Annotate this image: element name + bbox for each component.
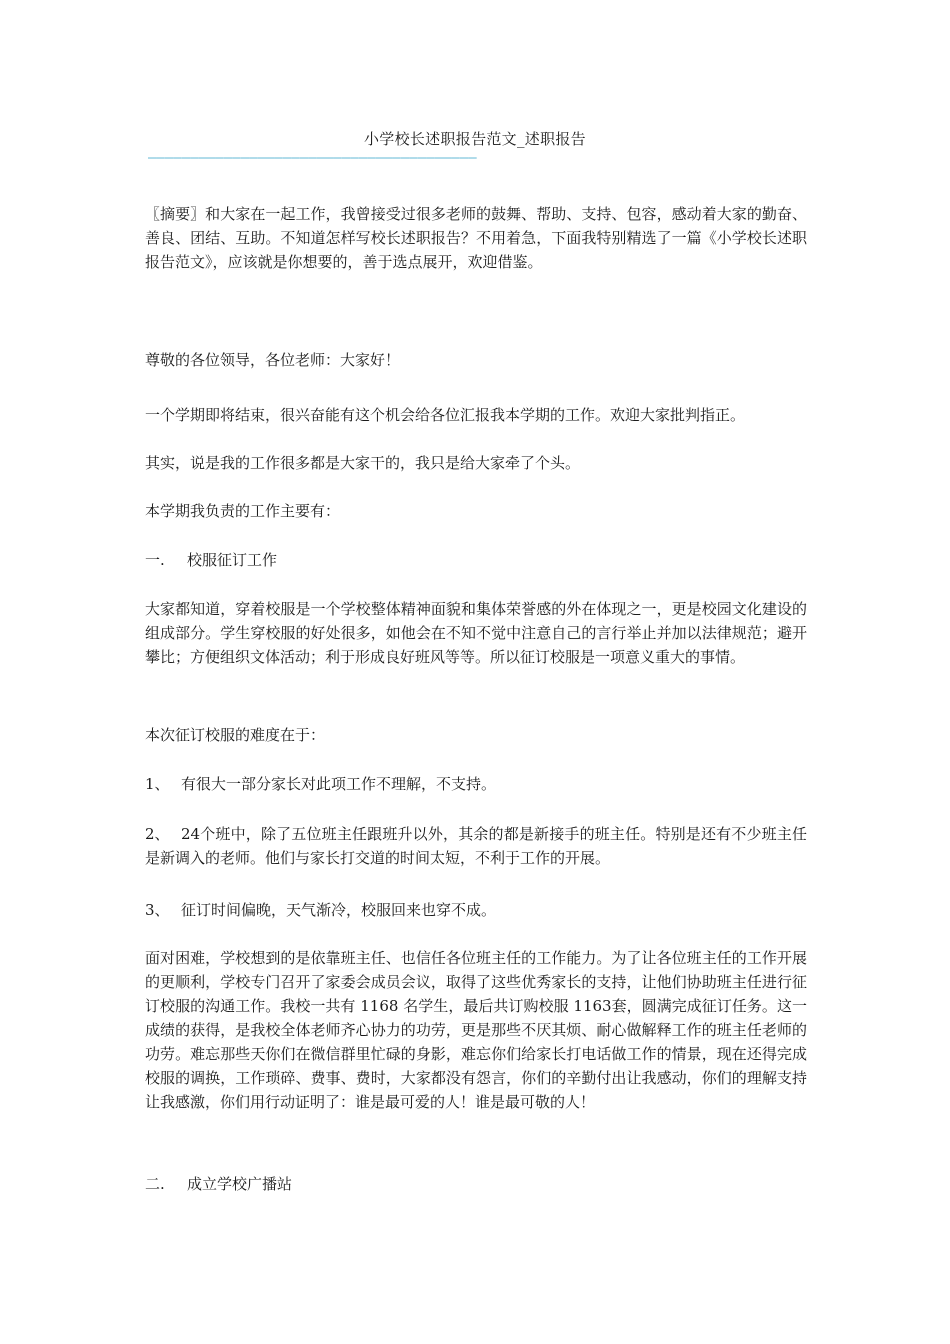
paragraph: 面对困难，学校想到的是依靠班主任、也信任各位班主任的工作能力。为了让各位班主任的工作开展的更顺利，学校专门召开了家委会成员会议，取得了这些优秀家长的支持，让他们协助班主任进行征订校服的沟通工作。我校一共有 1168 名学生，最后共订购校服 1163套，圆满完成征订任务。这一成绩的获得，是我校全体老师齐心协力的功劳，更是那些不厌其烦、耐心做解释工作的班主任老师的功劳。难忘那些天你们在微信群里忙碌的身影，难忘你们给家长打电话做工作的情景，现在还得完成校服的调换，工作琐碎、费事、费时，大家都没有怨言，你们的辛勤付出让我感动，你们的理解支持让我感激，你们用行动证明了：谁是最可爱的人！谁是最可敬的人！ <box>145 949 807 1111</box>
list-number: 3、 <box>145 901 170 919</box>
section-heading <box>145 1172 807 1196</box>
paragraph: 一个学期即将结束，很兴奋能有这个机会给各位汇报我本学期的工作。欢迎大家批判指正。 <box>145 406 746 424</box>
abstract-paragraph: 〖摘要〗和大家在一起工作，我曾接受过很多老师的鼓舞、帮助、支持、包容，感动着大家的勤奋、善良、团结、互助。不知道怎样写校长述职报告？不用着急，下面我特别精选了一篇《小学校长述职报告范文》，应该就是你想要的，善于选点展开，欢迎借鉴。 <box>145 205 807 271</box>
list-text: 征订时间偏晚，天气渐冷，校服回来也穿不成。 <box>181 901 497 919</box>
document-title: 小学校长述职报告范文_述职报告 <box>363 130 586 148</box>
list-text: 24个班中，除了五位班主任跟班升以外，其余的都是新接手的班主任。特别是还有不少班主任是新调入的老师。他们与家长打交道的时间太短，不利于工作的开展。 <box>145 825 807 867</box>
section-title: 成立学校广播站 <box>187 1175 293 1193</box>
list-text: 有很大一部分家长对此项工作不理解，不支持。 <box>181 775 497 793</box>
section-title: 校服征订工作 <box>187 551 278 569</box>
list-number: 1、 <box>145 775 170 793</box>
list-item <box>145 898 807 922</box>
list-number: 2、 <box>145 825 170 843</box>
section-number: 二. <box>145 1175 165 1193</box>
section-heading <box>145 548 807 572</box>
paragraph: 大家都知道，穿着校服是一个学校整体精神面貌和集体荣誉感的外在体现之一，更是校园文化建设的组成部分。学生穿校服的好处很多，如他会在不知不觉中注意自己的言行举止并加以法律规范；避开攀比；方便组织文体活动；利于形成良好班风等等。所以征订校服是一项意义重大的事情。 <box>145 600 807 666</box>
list-item <box>145 822 807 870</box>
paragraph: 其实，说是我的工作很多都是大家干的，我只是给大家牵了个头。 <box>145 454 581 472</box>
paragraph: 本学期我负责的工作主要有： <box>145 502 341 520</box>
paragraph: 本次征订校服的难度在于： <box>145 726 326 744</box>
title-divider: ——————————————————————————————————————— <box>148 150 477 164</box>
greeting-paragraph: 尊敬的各位领导，各位老师：大家好！ <box>145 351 401 369</box>
list-item <box>145 772 807 796</box>
section-number: 一. <box>145 551 165 569</box>
